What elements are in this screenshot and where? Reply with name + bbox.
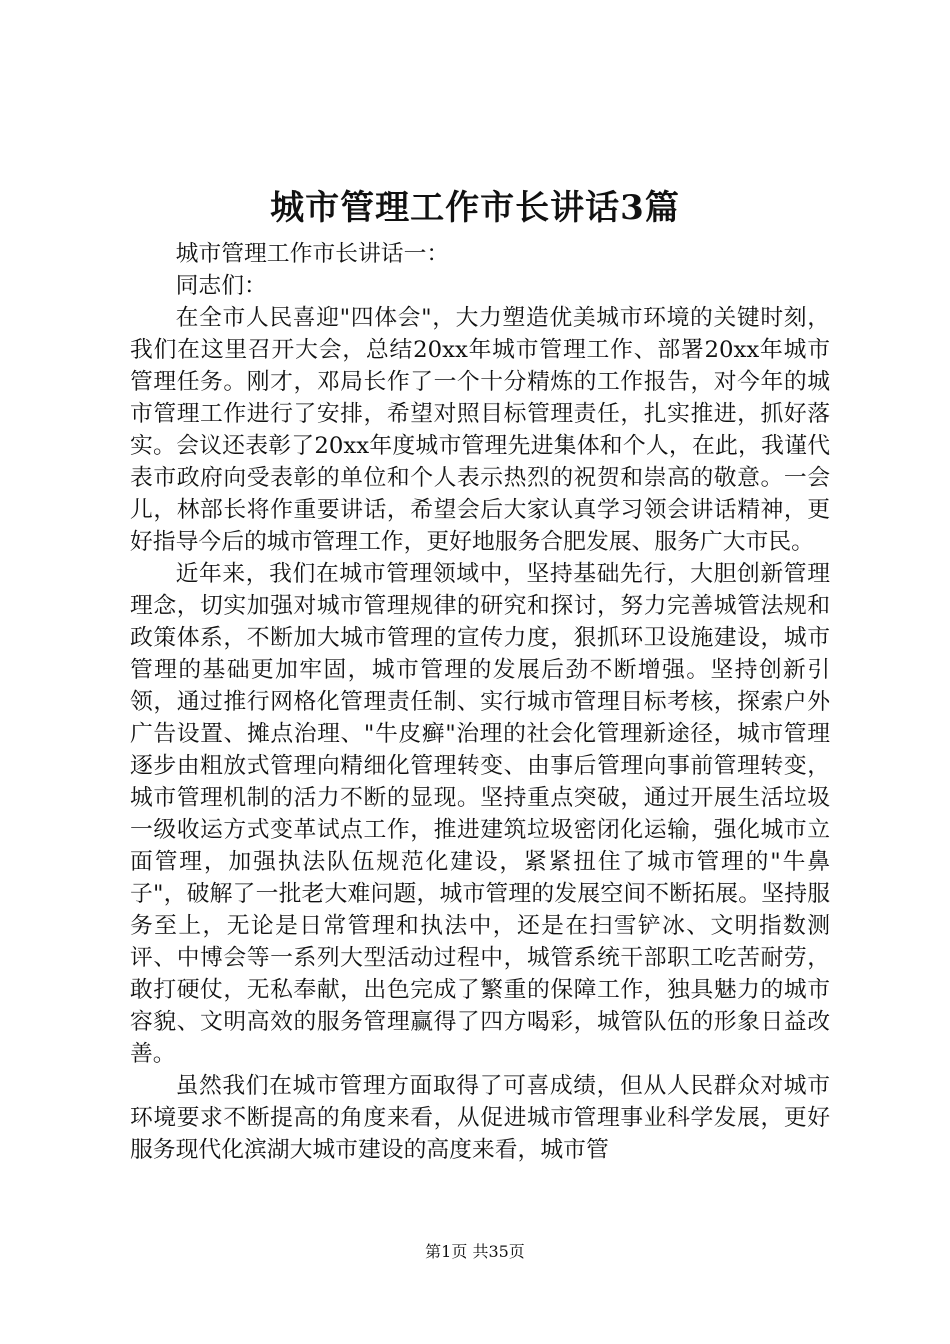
paragraph-2: 近年来，我们在城市管理领域中，坚持基础先行，大胆创新管理理念，切实加强对城市管理规律的研究和探讨，努力完善城管法规和政策体系，不断加大城市管理的宣传力度，狠抓环卫设施建设，城市管理的基础更加牢固，城市管理的发展后劲不断增强。坚持创新引领，通过推行网格化管理责任制、实行城市管理目标考核，探索户外广告设置、摊点治理、"牛皮癣"治理的社会化管理新途径，城市管理逐步由粗放式管理向精细化管理转变、由事后管理向事前管理转变，城市管理机制的活力不断的显现。坚持重点突破，通过开展生活垃圾一级收运方式变革试点工作，推进建筑垃圾密闭化运输，强化城市立面管理，加强执法队伍规范化建设，紧紧扭住了城市管理的"牛鼻子"，破解了一批老大难问题，城市管理的发展空间不断拓展。坚持服务至上，无论是日常管理和执法中，还是在扫雪铲冰、文明指数测评、中博会等一系列大型活动过程中，城管系统干部职工吃苦耐劳，敢打硬仗，无私奉献，出色完成了繁重的保障工作，独具魅力的城市容貌、文明高效的服务管理赢得了四方喝彩，城管队伍的形象日益改善。	[130, 561, 830, 1067]
document-title: 城市管理工作市长讲话3篇	[270, 188, 680, 228]
section-heading: 城市管理工作市长讲话一：	[175, 241, 450, 267]
paragraph-1: 在全市人民喜迎"四体会"，大力塑造优美城市环境的关键时刻，我们在这里召开大会，总结20xx年城市管理工作、部署20xx年城市管理任务。刚才，邓局长作了一个十分精炼的工作报告，对今年的城市管理工作进行了安排，希望对照目标管理责任，扎实推进，抓好落实。会议还表彰了20xx年度城市管理先进集体和个人，在此，我谨代表市政府向受表彰的单位和个人表示热烈的祝贺和崇高的敬意。一会儿，林部长将作重要讲话，希望会后大家认真学习领会讲话精神，更好指导今后的城市管理工作，更好地服务合肥发展、服务广大市民。	[130, 305, 830, 555]
document-body	[130, 238, 830, 1166]
paragraph-3: 虽然我们在城市管理方面取得了可喜成绩，但从人民群众对城市环境要求不断提高的角度来看，从促进城市管理事业科学发展，更好服务现代化滨湖大城市建设的高度来看，城市管	[130, 1073, 830, 1163]
salutation: 同志们：	[175, 273, 267, 299]
page-number: 第1页 共35页	[425, 1242, 525, 1261]
